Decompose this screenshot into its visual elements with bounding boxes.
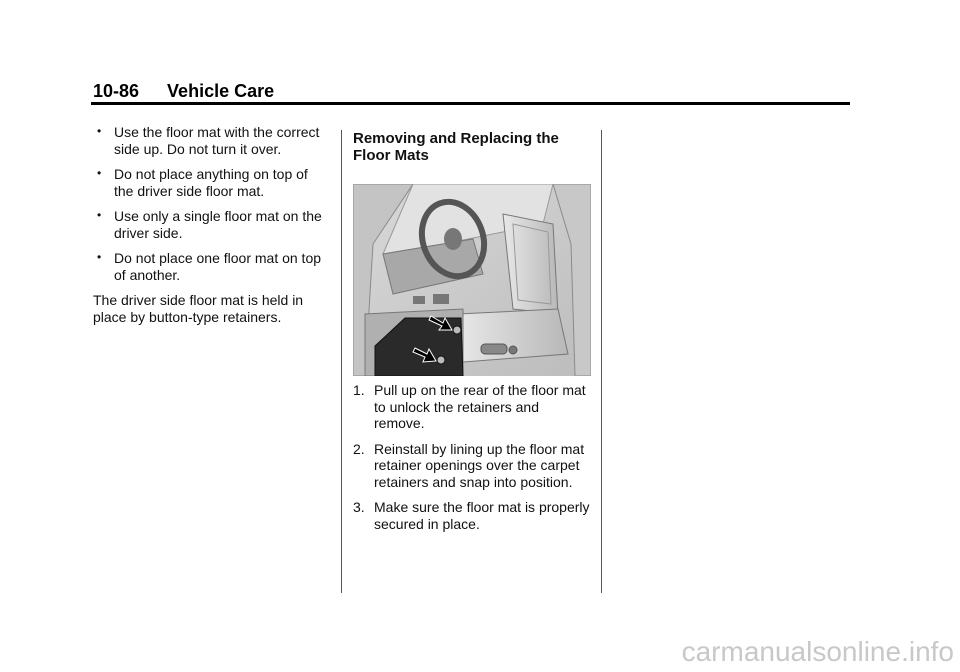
page-number: 10-86 xyxy=(93,81,140,101)
section-title: Vehicle Care xyxy=(167,81,275,101)
bullet-dot-icon: • xyxy=(97,124,102,138)
floor-mat-illustration xyxy=(353,184,591,376)
bullet-item xyxy=(93,124,329,157)
car-interior-illustration xyxy=(353,184,591,376)
step-number: 1. xyxy=(353,382,365,398)
bullet-item xyxy=(93,208,329,241)
bullet-item xyxy=(93,166,329,199)
bullet-text: Do not place one floor mat on top of another. xyxy=(114,250,322,283)
page-header xyxy=(93,81,274,102)
bullet-text: Use only a single floor mat on the driver side. xyxy=(114,208,322,241)
retainer-icon xyxy=(453,326,461,334)
section-heading: Removing and Replacing the Floor Mats xyxy=(353,130,559,164)
step-text: Reinstall by lining up the floor mat retainer openings over the carpet retainers and snap into position. xyxy=(374,440,585,490)
bullet-item xyxy=(93,250,329,283)
step-text: Pull up on the rear of the floor mat to unlock the retainers and remove. xyxy=(374,382,586,431)
step-number: 2. xyxy=(353,440,365,457)
bullet-dot-icon: • xyxy=(97,166,102,180)
steps-list xyxy=(353,382,593,532)
watermark: carmanualsonline.info xyxy=(681,636,954,667)
bullet-dot-icon: • xyxy=(97,250,102,264)
header-rule xyxy=(91,102,850,105)
step-text: Make sure the floor mat is properly secured in place. xyxy=(374,499,590,532)
step-number: 3. xyxy=(353,499,365,515)
safety-bullet-list xyxy=(93,124,329,283)
step-item xyxy=(353,441,593,491)
bullet-text: Use the floor mat with the correct side up. Do not turn it over. xyxy=(114,124,320,157)
retainer-paragraph: The driver side floor mat is held in place by button-type retainers. xyxy=(93,292,304,325)
bullet-dot-icon: • xyxy=(97,208,102,222)
retainer-icon xyxy=(437,356,445,364)
step-item xyxy=(353,499,593,532)
column-divider-right xyxy=(601,130,602,593)
middle-column xyxy=(353,130,593,541)
column-divider-left xyxy=(341,130,342,593)
bullet-text: Do not place anything on top of the driver side floor mat. xyxy=(114,166,308,199)
left-column xyxy=(93,124,329,325)
step-item xyxy=(353,382,593,432)
